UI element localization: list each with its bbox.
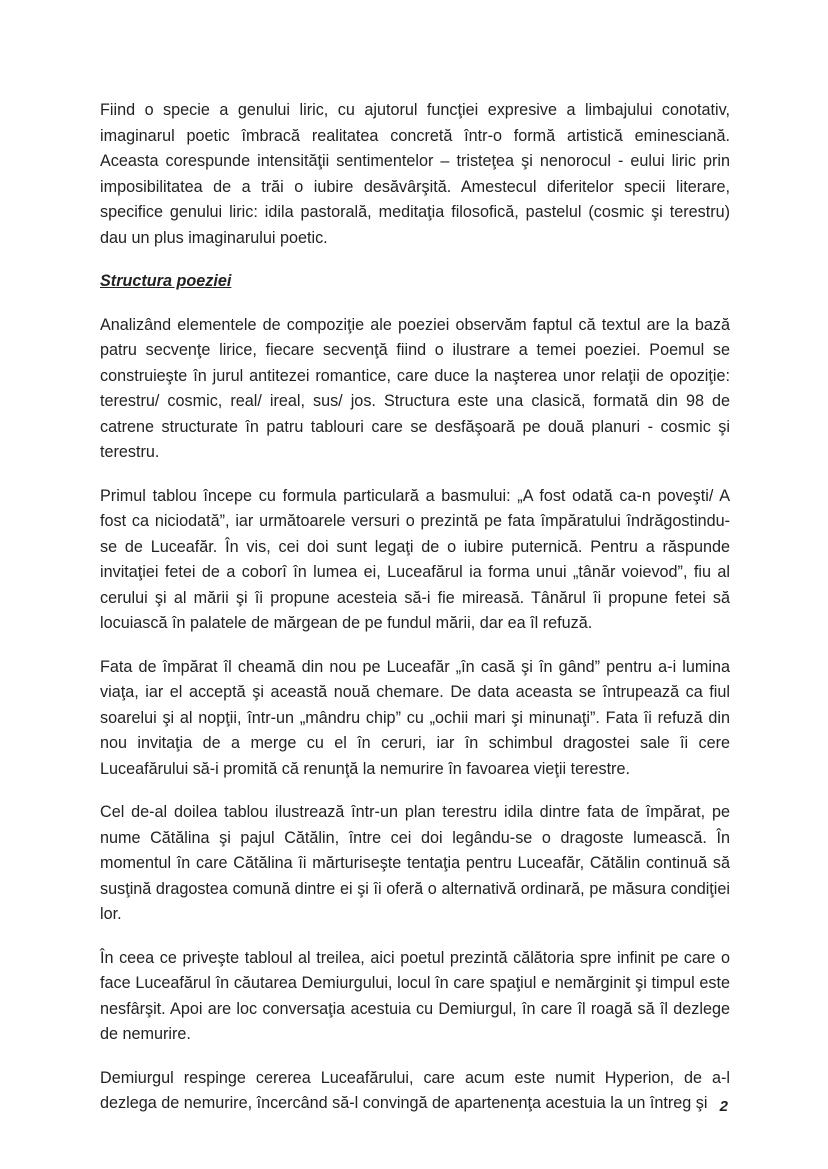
paragraph-third-tableau: În ceea ce priveşte tabloul al treilea, aici poetul prezintă călătoria spre infinit pe care o face Luceafărul în căutarea Demiurgului, locul în care spaţiul e nemărginit şi timpul este nesfârşit. Apoi are loc conversaţia acestuia cu Demiurgul, în care îl roagă să îl dezlege de nemurire. — [100, 948, 730, 1043]
paragraph-second-call: Fata de împărat îl cheamă din nou pe Luceafăr „în casă şi în gând” pentru a-i lumina viaţa, iar el acceptă şi această nouă chemare. De data aceasta se întrupează ca fiul soarelui şi al nopţii, într-un „mândru chip” cu „ochii mari şi minunaţi”. Fata îi refuză din nou invitaţia de a merge cu el în ceruri, iar în schimbul dragostei sale îi cere Luceafărului să-i promită că renunţă la nemurire în favoarea vieţii terestre. — [100, 657, 730, 778]
paragraph-second-tableau: Cel de-al doilea tablou ilustrează într-un plan terestru idila dintre fata de împărat, pe nume Cătălina şi pajul Cătălin, între cei doi legându-se o dragoste lumească. În momentul în care Cătălina îi mărturiseşte tentaţia pentru Luceafăr, Cătălin continuă să susţină dragostea comună dintre ei şi îi oferă o alternativă ordinară, pe măsura condiţiei lor. — [100, 803, 730, 923]
paragraph-first-tableau: Primul tablou începe cu formula particulară a basmului: „A fost odată ca-n poveşti/ A fost ca niciodată”, iar următoarele versuri o prezintă pe fata împăratului îndrăgostindu-se de Luceafăr. În vis, cei doi sunt legaţi de o iubire puternică. Pentru a răspunde invitaţiei fetei de a coborî în lumea ei, Luceafărul ia forma unui „tânăr voievod”, fiu al cerului şi al mării şi îi propune acesteia să-i fie mireasă. Tânărul îi propune fetei să locuiască în palatele de mărgean de pe fundul mării, dar ea îl refuză. — [100, 486, 730, 632]
paragraph-demiurge: Demiurgul respinge cererea Luceafărului, care acum este numit Hyperion, de a-l dezlega de nemurire, încercând să-l convingă de apartenenţa acestuia la un întreg şi — [100, 1068, 730, 1112]
document-body — [100, 98, 730, 1135]
intro-paragraph: Fiind o specie a genului liric, cu ajutorul funcţiei expresive a limbajului conotativ, imaginarul poetic îmbracă realitatea concretă într-o formă artistică eminesciană. Aceasta corespunde intensităţii sentimentelor – tristeţea şi nenorocul - eului liric prin imposibilitatea de a trăi o iubire desăvârşită. Amestecul diferitelor specii literare, specifice genului liric: idila pastorală, meditaţia filosofică, pastelul (cosmic şi terestru) dau un plus imaginarului poetic. — [100, 101, 730, 247]
paragraph-structure: Analizând elementele de compoziţie ale poeziei observăm faptul că textul are la bază patru secvenţe lirice, fiecare secvenţă fiind o ilustrare a temei poeziei. Poemul se construieşte în jurul antitezei romantice, care duce la naşterea unor relaţii de opoziţie: terestru/ cosmic, real/ ireal, sus/ jos. Structura este una clasică, formată din 98 de catrene structurate în patru tablouri care se desfăşoară pe două planuri - cosmic şi terestru. — [100, 315, 730, 461]
section-heading: Structura poeziei — [100, 272, 232, 290]
page-number: 2 — [719, 1098, 728, 1115]
